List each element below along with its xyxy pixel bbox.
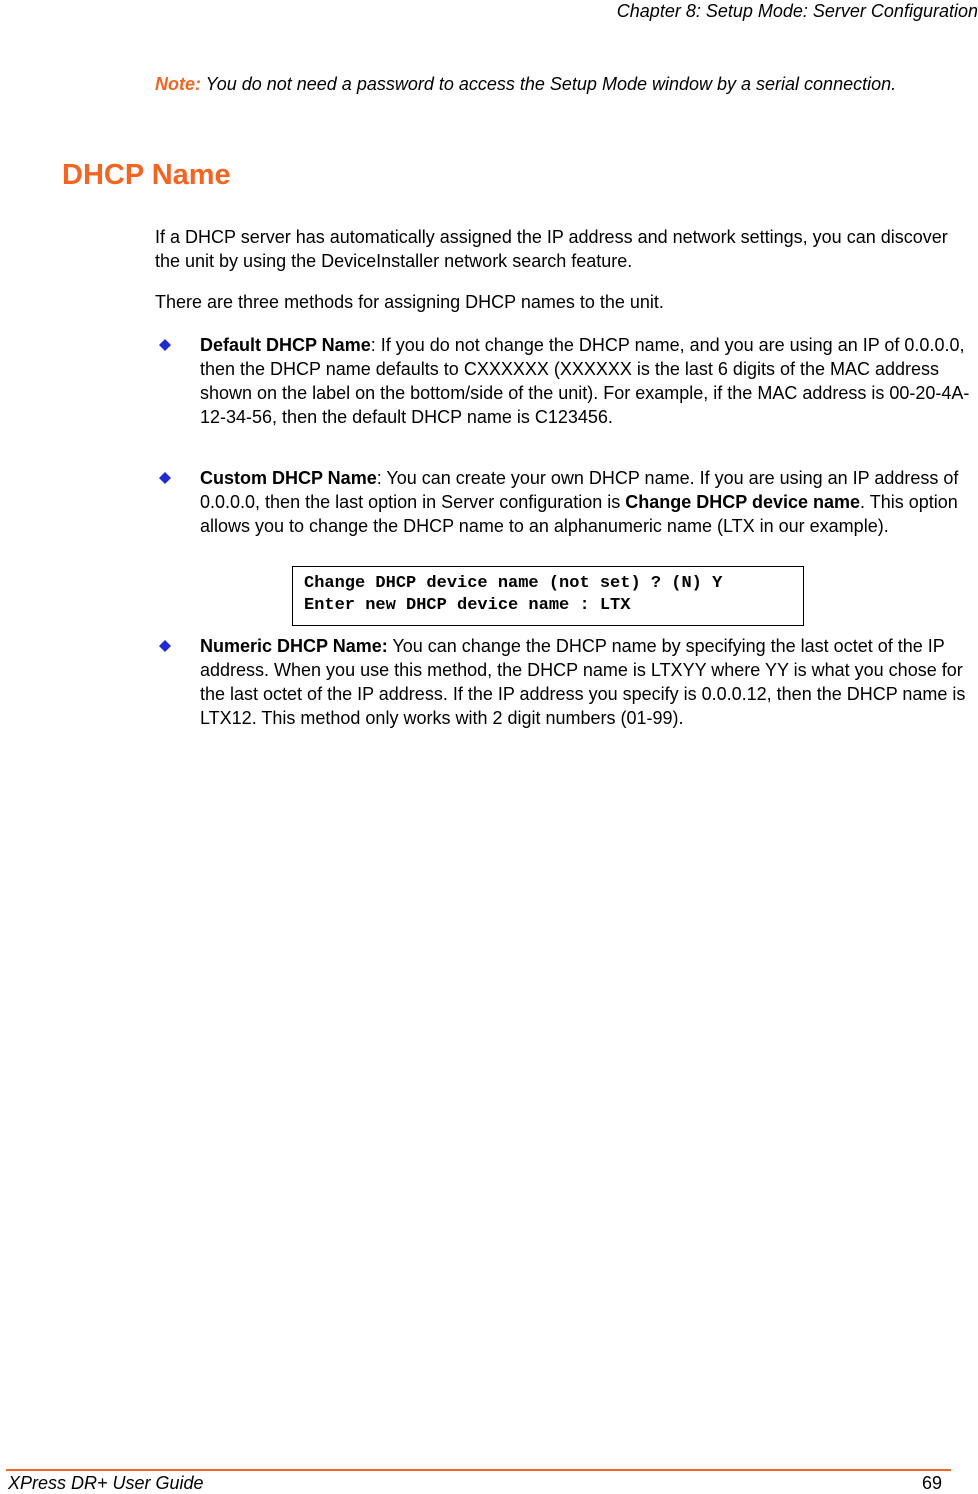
footer-title: XPress DR+ User Guide (8, 1473, 204, 1493)
terminal-line-2: Enter new DHCP device name : LTX (304, 596, 631, 615)
methods-intro-paragraph: There are three methods for assigning DHCP names to the unit. (155, 292, 664, 312)
diamond-bullet-icon (155, 335, 175, 355)
note-text: You do not need a password to access the Setup Mode window by a serial connection. (201, 74, 897, 94)
terminal-line-1: Change DHCP device name (not set) ? (N) Y (304, 574, 723, 593)
bullet-description: You can change the DHCP name by specifying the last octet of the IP address. When you use this method, the DHCP name is LTXYY where YY is what you chose for the last octet of the IP address. If the IP address you specify is 0.0.0.12, then the DHCP name is LTX12. This method only works with 2 digit numbers (01-99). (200, 636, 966, 728)
note-label: Note: (155, 74, 201, 94)
bullet-emphasis: Change DHCP device name (625, 492, 861, 512)
bullet-custom-dhcp-name (155, 466, 978, 538)
bullet-title-suffix: : (370, 335, 376, 355)
diamond-bullet-icon (155, 636, 175, 656)
intro-paragraph: If a DHCP server has automatically assigned the IP address and network settings, you can discover the unit by using the DeviceInstaller network search feature. (155, 227, 948, 271)
terminal-example (292, 566, 804, 626)
diamond-bullet-icon (155, 468, 175, 488)
bullet-title: Custom DHCP Name (200, 468, 377, 488)
bullet-text (200, 333, 978, 429)
bullet-text (200, 466, 978, 538)
bullet-text (200, 634, 978, 730)
section-heading-dhcp-name: DHCP Name (62, 159, 231, 191)
page-header: Chapter 8: Setup Mode: Server Configuration (616, 1, 978, 21)
bullet-description: If you do not change the DHCP name, and you are using an IP of 0.0.0.0, then the DHCP name defaults to CXXXXXX (XXXXXX is the last 6 digits of the MAC address shown on the label on the bottom/side of the unit). For example, if the MAC address is 00-20-4A-12-34-56, then the default DHCP name is C123456. (200, 335, 970, 427)
bullet-title-suffix: : (376, 468, 382, 488)
bullet-title: Numeric DHCP Name: (200, 636, 388, 656)
page-number: 69 (921, 1473, 942, 1493)
bullet-title: Default DHCP Name (200, 335, 371, 355)
note-callout (155, 72, 955, 96)
bullet-description-start: You can create your own DHCP name. If you are using an IP address of 0.0.0.0, then the last option in Server configuration is (200, 468, 959, 512)
footer-rule (6, 1469, 951, 1471)
bullet-default-dhcp-name (155, 333, 978, 429)
bullet-description-end: . This option allows you to change the DHCP name to an alphanumeric name (LTX in our example). (200, 492, 958, 536)
bullet-numeric-dhcp-name (155, 634, 978, 730)
